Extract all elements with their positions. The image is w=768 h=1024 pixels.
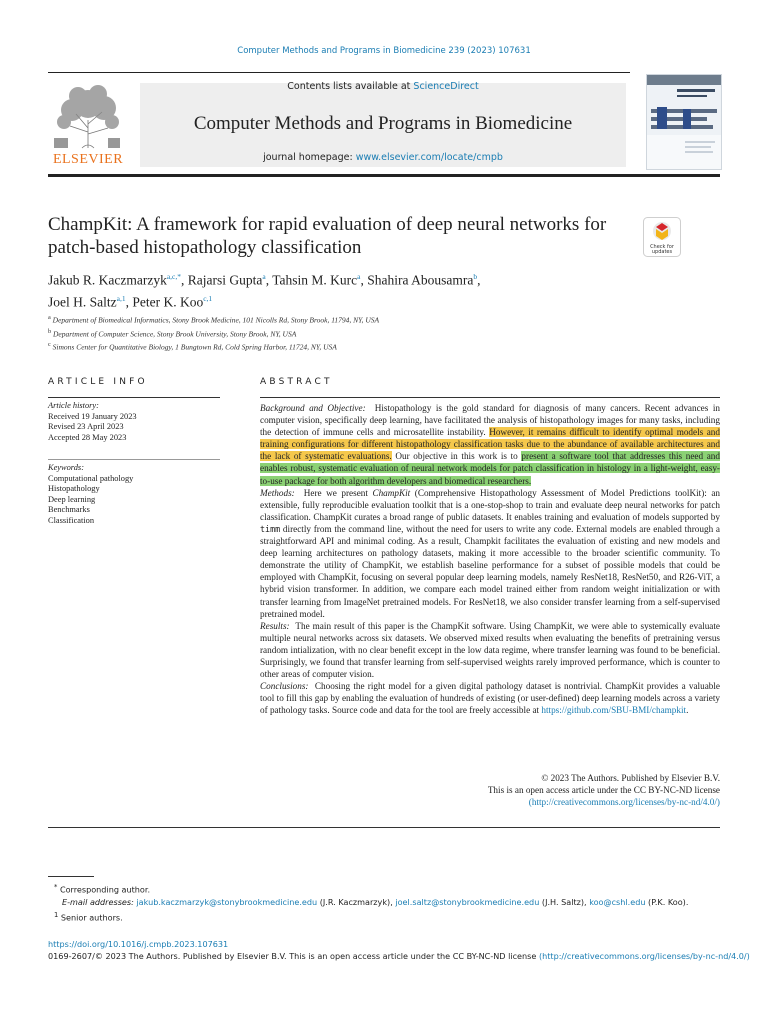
history-label: Article history: xyxy=(48,401,99,410)
conclusions-heading: Conclusions: xyxy=(260,681,309,692)
author-name[interactable]: Shahira Abousamra xyxy=(367,272,474,288)
sciencedirect-link[interactable]: ScienceDirect xyxy=(413,81,479,92)
champkit-name: ChampKit xyxy=(372,487,411,498)
check-for-updates-icon[interactable] xyxy=(643,217,681,257)
affiliation-text: Department of Biomedical Informatics, Stony Brook Medicine, 101 Nicolls Rd, Stony Brook, 11794, NY, USA xyxy=(52,315,380,325)
results-text: The main result of this paper is the ChampKit software. Using ChampKit, we were able to systemically evaluate multiple neural networks across six datasets. We observed mixed results when evaluating the benefits of pretraining versus random intialization, with no clear benefit except in the low data regime, where transfer learning was found to be beneficial. Surprisingly, we found that transfer learning from self-supervised weights rarely improved performance, which is counter to other areas of computer vision. xyxy=(260,620,721,680)
footnote-rule xyxy=(48,876,94,877)
journal-citation[interactable]: Computer Methods and Programs in Biomedicine 239 (2023) 107631 xyxy=(237,46,531,56)
footnote-mark: 1 xyxy=(54,910,59,919)
methods-text: Here we present xyxy=(303,487,373,498)
history-revised: Revised 23 April 2023 xyxy=(48,422,124,431)
keywords-label: Keywords: xyxy=(48,463,84,472)
svg-text:updates: updates xyxy=(651,249,673,255)
timm-code: timm xyxy=(260,523,281,534)
abstract-results xyxy=(260,620,720,680)
email-link[interactable]: jakub.kaczmarzyk@stonybrookmedicine.edu xyxy=(136,897,318,908)
author-name[interactable]: Tahsin M. Kurc xyxy=(272,272,358,288)
background-text: Our objective in this work is to xyxy=(391,451,522,462)
license-link-footer[interactable]: (http://creativecommons.org/licenses/by-nc-nd/4.0/) xyxy=(538,951,750,961)
author-affiliation-mark[interactable]: a xyxy=(262,272,266,281)
affiliation-mark: b xyxy=(48,327,52,335)
author-name[interactable]: Rajarsi Gupta xyxy=(187,272,263,288)
author-affiliation-mark[interactable]: a,c,* xyxy=(166,272,182,281)
footnote-text: Corresponding author. xyxy=(59,884,151,895)
article-history xyxy=(48,401,220,443)
author-affiliation-mark[interactable]: a,1 xyxy=(116,293,126,303)
paper-title: ChampKit: A framework for rapid evaluation of deep neural networks for patch-based histopathology classification xyxy=(48,214,607,258)
methods-text: directly from the command line, without the need for users to write any code. External models are enabled through a straightforward API and minimal coding. As a result, Champkit facilitates the evaluation of existing and new models and deep learning architectures on pathology datasets, making it more accessible to the broader scientific community. To demonstrate the utility of ChampKit, we establish baseline performance for a subset of possible models that could be employed with ChampKit, focusing on several popular deep learning models, namely ResNet18, ResNet50, and R26-ViT, a hybrid vision transformer. In addition, we compare each model trained either from random weight initialization or with transfer learning from ImageNet pretrained models. For ResNet18, we also consider transfer learning from a self-supervised pretrained model. xyxy=(260,523,720,619)
methods-text: (Comprehensive Histopathology Assessment of Model Predictions toolKit): an extensible, fully reproducible evaluation toolkit that is a one-stop-shop to train and evaluate deep neural networks for patch classification. ChampKit curates a broad range of public datasets. It enables training and evaluation of models supported by xyxy=(260,487,721,522)
license-text: 0169-2607/© 2023 The Authors. Published by Elsevier B.V. This is an open access article under the CC BY-NC-ND license xyxy=(48,951,539,961)
affiliation-text: Simons Center for Quantitative Biology, 1 Bungtown Rd, Cold Spring Harbor, 11724, NY, USA xyxy=(52,342,337,352)
homepage-line xyxy=(140,152,626,163)
keyword-item: Deep learning xyxy=(48,494,96,504)
license-line: This is an open access article under the CC BY-NC-ND license xyxy=(487,785,720,796)
homepage-prefix: journal homepage: xyxy=(263,152,356,163)
corresponding-author-note xyxy=(54,881,724,896)
senior-author-note xyxy=(54,909,724,924)
email-addresses xyxy=(54,896,724,909)
email-link[interactable]: koo@cshl.edu xyxy=(589,897,646,908)
copyright-block xyxy=(260,772,720,808)
email-owner: (P.K. Koo). xyxy=(648,897,689,908)
copyright-line: © 2023 The Authors. Published by Elsevier B.V. xyxy=(541,773,720,783)
keyword-item: Histopathology xyxy=(48,484,100,493)
results-heading: Results: xyxy=(260,620,290,631)
methods-heading: Methods: xyxy=(260,487,295,498)
affiliation-item xyxy=(48,326,668,340)
conclusions-end: . xyxy=(686,705,689,716)
affiliation-mark: c xyxy=(48,341,51,348)
homepage-link[interactable]: www.elsevier.com/locate/cmpb xyxy=(355,152,503,163)
affiliation-item xyxy=(48,339,668,353)
journal-cover-thumbnail[interactable] xyxy=(646,74,722,170)
author-name[interactable]: Jakub R. Kaczmarzyk xyxy=(48,272,167,288)
svg-text:Check for: Check for xyxy=(650,244,674,250)
author-affiliation-mark[interactable]: b xyxy=(473,272,478,281)
abstract-bottom-rule xyxy=(48,827,720,828)
keyword-item: Benchmarks xyxy=(48,505,90,514)
abstract-methods xyxy=(260,487,720,620)
keyword-item: Classification xyxy=(48,515,95,525)
keywords-rule xyxy=(48,459,220,460)
abstract-heading: ABSTRACT xyxy=(260,377,333,387)
abstract-rule xyxy=(260,397,720,398)
footnote-mark: * xyxy=(54,883,58,891)
article-info-rule xyxy=(48,397,220,398)
abstract-conclusions xyxy=(260,680,720,716)
header-thick-rule xyxy=(48,174,720,177)
footnotes xyxy=(54,881,724,924)
issn-license-line xyxy=(48,951,750,961)
article-info-heading: ARTICLE INFO xyxy=(48,377,148,387)
affiliation-item xyxy=(48,312,668,326)
history-received: Received 19 January 2023 xyxy=(48,411,137,421)
history-accepted: Accepted 28 May 2023 xyxy=(48,432,127,442)
conclusions-text: Choosing the right model for a given digital pathology dataset is nontrivial. ChampKit provides a valuable tool to fill this gap by enabling the evaluation of hundreds of existing (or user-defined) deep learning models across a variety of pathology tasks. Source code and data for the tool are freely accessible at xyxy=(260,681,720,716)
keyword-item: Computational pathology xyxy=(48,473,134,483)
affiliation-text: Department of Computer Science, Stony Brook University, Stony Brook, NY, USA xyxy=(53,329,297,338)
author-name[interactable]: Joel H. Saltz xyxy=(48,294,117,309)
author-list: Jakub R. Kaczmarzyk$^{a,c,*}$, Rajarsi Gupta$^a$, Tahsin M. Kurc$^a$, Shahira Abousamra$^b$, Joel H. Saltz$^{a,1}$, Peter K. Koo$^{c,1}$ xyxy=(48,272,481,309)
doi-link[interactable]: https://doi.org/10.1016/j.cmpb.2023.107631 xyxy=(48,939,229,949)
author-affiliation-mark[interactable]: c,1 xyxy=(203,293,213,303)
affiliation-mark: a xyxy=(48,314,51,321)
email-link[interactable]: joel.saltz@stonybrookmedicine.edu xyxy=(395,897,540,908)
email-label: E-mail addresses: xyxy=(62,897,134,908)
background-heading: Background and Objective: xyxy=(260,403,366,413)
highlight-green: present a software tool that addresses this need and enables robust, systematic evaluation of neural network models for patch classification in histology in a light-weight, easy-to-use package for both algorithm developers and biomedical researchers. xyxy=(260,451,720,486)
keywords xyxy=(48,463,220,526)
header-rule xyxy=(48,72,630,73)
elsevier-wordmark: ELSEVIER xyxy=(52,152,124,167)
license-link[interactable]: (http://creativecommons.org/licenses/by-nc-nd/4.0/) xyxy=(528,797,720,808)
author-name[interactable]: Peter K. Koo xyxy=(132,294,204,309)
abstract-body xyxy=(260,402,720,716)
highlight-orange: However, it remains difficult to identify optimal models and training configurations for different histopathology classification tasks due to the abundance of available architectures and the lack of systematic evaluations. xyxy=(260,427,720,462)
github-link[interactable]: https://github.com/SBU-BMI/champkit xyxy=(541,705,687,716)
abstract-background xyxy=(260,402,720,487)
journal-title: Computer Methods and Programs in Biomedicine xyxy=(193,113,573,134)
contents-line xyxy=(140,81,626,92)
affiliations xyxy=(48,312,668,353)
contents-prefix: Contents lists available at xyxy=(287,81,414,92)
author-affiliation-mark[interactable]: a xyxy=(357,272,361,281)
email-owner: (J.R. Kaczmarzyk), xyxy=(319,897,393,908)
background-text: Histopathology is the gold standard for diagnosis of many cancers. Recent advances in computer vision, specifically deep learning, have facilitated the analysis of histopathology images for many tasks, including the detection of immune cells and microsatellite instability. xyxy=(260,403,720,438)
email-owner: (J.H. Saltz), xyxy=(541,897,587,908)
footnote-text: Senior authors. xyxy=(60,912,123,923)
